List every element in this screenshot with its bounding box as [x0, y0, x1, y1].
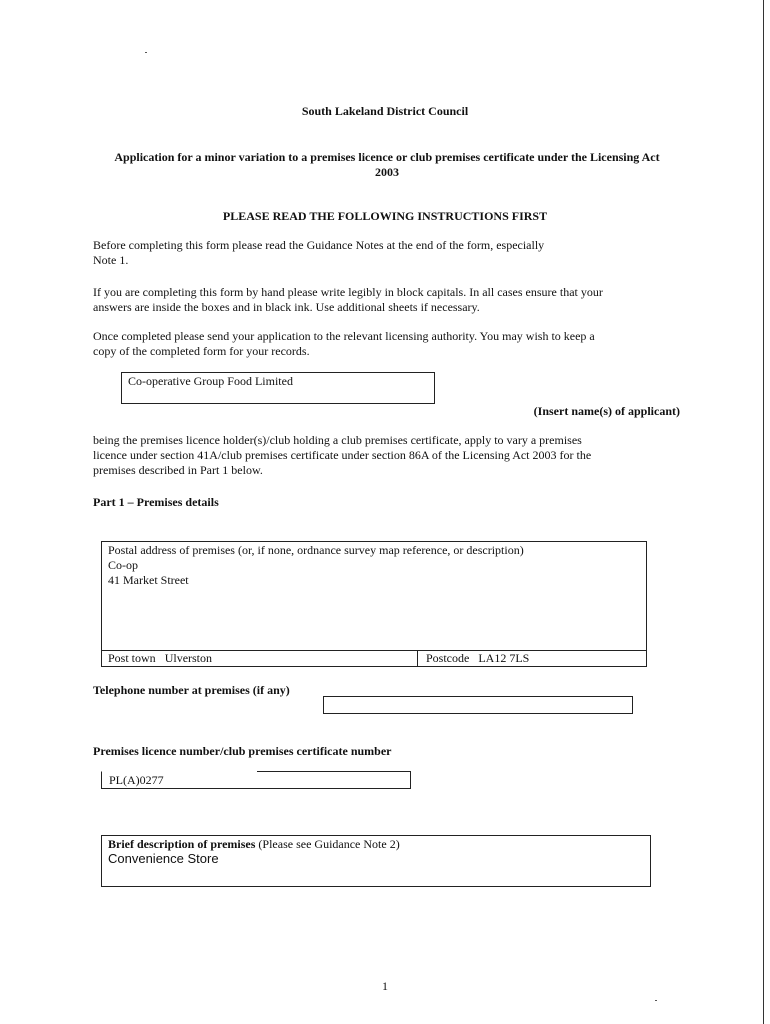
- description-label-note: (Please see Guidance Note 2): [258, 837, 400, 851]
- council-name: South Lakeland District Council: [301, 104, 469, 118]
- applicant-statement: [93, 433, 591, 478]
- instructions-paragraph-1: [93, 238, 544, 268]
- post-town-value: Ulverston: [164, 651, 213, 665]
- premises-address-box[interactable]: [101, 541, 647, 667]
- scan-speck: [655, 1000, 657, 1001]
- insert-applicant-label: (Insert name(s) of applicant): [533, 404, 680, 418]
- telephone-label: Telephone number at premises (if any): [93, 683, 290, 697]
- address-line-1: Co-op: [108, 558, 138, 572]
- statement-line: licence under section 41A/club premises certificate under section 86A of the Licensing Act 2003 for the: [93, 448, 592, 462]
- postcode-divider: [417, 650, 418, 666]
- page-number: 1: [382, 979, 388, 993]
- instructions-line: Before completing this form please read the Guidance Notes at the end of the form, especially: [93, 238, 545, 252]
- address-label: Postal address of premises (or, if none, ordnance survey map reference, or description): [108, 543, 524, 557]
- form-title: Application for a minor variation to a premises licence or club premises certificate under the Licensing Act 2003: [114, 150, 660, 179]
- description-label: [108, 837, 400, 852]
- instructions-paragraph-2: [93, 285, 603, 315]
- statement-line: premises described in Part 1 below.: [93, 463, 263, 477]
- applicant-name-field[interactable]: [121, 372, 435, 404]
- licence-number-label: Premises licence number/club premises certificate number: [93, 744, 392, 758]
- address-line-2: 41 Market Street: [108, 573, 189, 587]
- post-town-field[interactable]: [108, 651, 212, 666]
- instructions-line: Once completed please send your application to the relevant licensing authority. You may wish to keep a: [93, 329, 595, 343]
- instructions-paragraph-3: [93, 329, 595, 359]
- telephone-input[interactable]: [323, 696, 633, 714]
- scan-speck: [145, 52, 147, 53]
- instructions-line: If you are completing this form by hand please write legibly in block capitals. In all cases ensure that your: [93, 285, 603, 299]
- description-value: Convenience Store: [108, 851, 219, 866]
- statement-line: being the premises licence holder(s)/club holding a club premises certificate, apply to vary a premises: [93, 433, 582, 447]
- licence-number-value: PL(A)0277: [109, 773, 164, 787]
- licence-number-input[interactable]: [101, 771, 411, 789]
- post-town-label: Post town: [108, 651, 156, 665]
- instructions-line: answers are inside the boxes and in black ink. Use additional sheets if necessary.: [93, 300, 480, 314]
- postcode-field[interactable]: [426, 651, 529, 666]
- licence-box-top-line: [257, 771, 411, 772]
- applicant-name-value: Co-operative Group Food Limited: [128, 374, 293, 388]
- premises-description-box[interactable]: [101, 835, 651, 887]
- part1-heading: Part 1 – Premises details: [93, 495, 219, 509]
- postcode-label: Postcode: [426, 651, 470, 665]
- page-edge-line: [763, 0, 764, 1024]
- postcode-value: LA12 7LS: [478, 651, 530, 665]
- instructions-line: copy of the completed form for your records.: [93, 344, 310, 358]
- description-label-bold: Brief description of premises: [108, 837, 256, 851]
- instructions-heading: PLEASE READ THE FOLLOWING INSTRUCTIONS FIRST: [222, 209, 548, 223]
- instructions-line: Note 1.: [93, 253, 129, 267]
